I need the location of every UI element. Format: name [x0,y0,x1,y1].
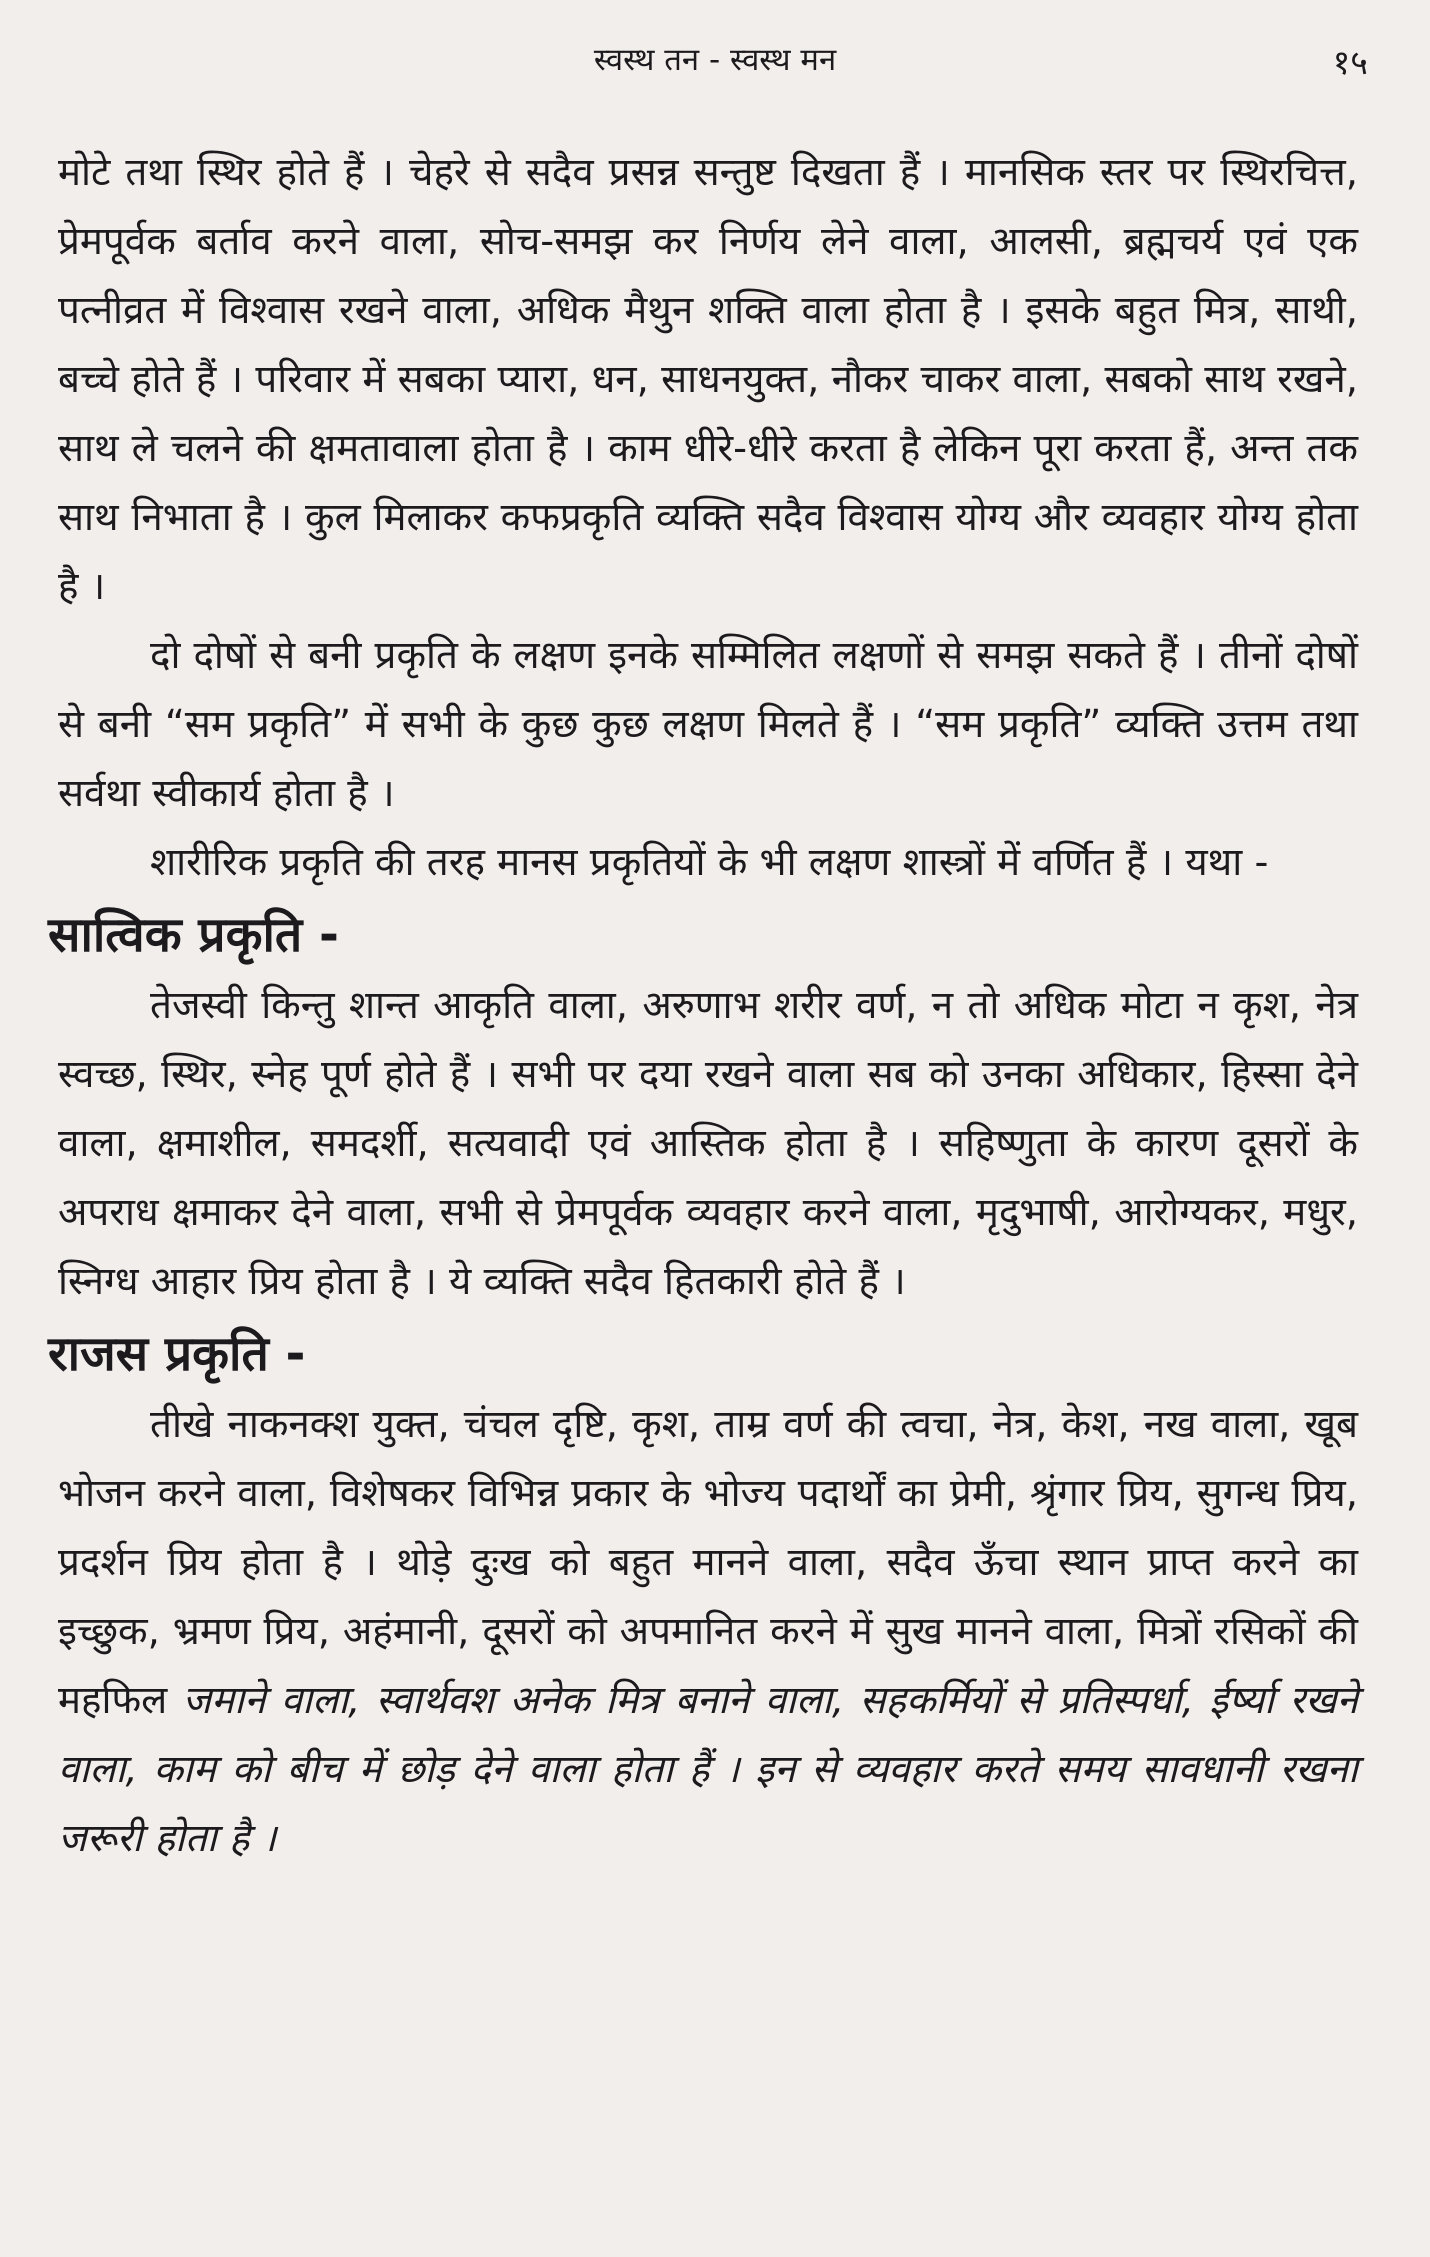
paragraph-sama-prakriti: दो दोषों से बनी प्रकृति के लक्षण इनके सम्मिलित लक्षणों से समझ सकते हैं । तीनों दोषों से बनी “सम प्रकृति” में सभी के कुछ कुछ लक्षण मिलते हैं । “सम प्रकृति” व्यक्ति उत्तम तथा सर्वथा स्वीकार्य होता है । [58,633,1358,816]
paragraph-manas-prakriti-intro: शारीरिक प्रकृति की तरह मानस प्रकृतियों के भी लक्षण शास्त्रों में वर्णित हैं । यथा - [150,840,1269,885]
heading-rajas-prakriti: राजस प्रकृति - [48,1326,306,1382]
paragraph-sattvik: तेजस्वी किन्तु शान्त आकृति वाला, अरुणाभ शरीर वर्ण, न तो अधिक मोटा न कृश, नेत्र स्वच्छ, स्थिर, स्नेह पूर्ण होते हैं । सभी पर दया रखने वाला सब को उनका अधिकार, हिस्सा देने वाला, क्षमाशील, समदर्शी, सत्यवादी एवं आस्तिक होता है । सहिष्णुता के कारण दूसरों के अपराध क्षमाकर देने वाला, सभी से प्रेमपूर्वक व्यवहार करने वाला, मृदुभाषी, आरोग्यकर, मधुर, स्निग्ध आहार प्रिय होता है । ये व्यक्ति सदैव हितकारी होते हैं । [58,983,1358,1304]
page-number: १५ [1332,43,1368,83]
page-body [48,138,1358,1873]
paragraph-kapha-summary: मोटे तथा स्थिर होते हैं । चेहरे से सदैव प्रसन्न सन्तुष्ट दिखता हैं । मानसिक स्तर पर स्थिरचित्त, प्रेमपूर्वक बर्ताव करने वाला, सोच-समझ कर निर्णय लेने वाला, आलसी, ब्रह्मचर्य एवं एक पत्नीव्रत में विश्वास रखने वाला, अधिक मैथुन शक्ति वाला होता है । इसके बहुत मित्र, साथी, बच्चे होते हैं । परिवार में सबका प्यारा, धन, साधनयुक्त, नौकर चाकर वाला, सबको साथ रखने, साथ ले चलने की क्षमतावाला होता है । काम धीरे-धीरे करता है लेकिन पूरा करता हैं, अन्त तक साथ निभाता है । कुल मिलाकर कफप्रकृति व्यक्ति सदैव विश्वास योग्य और व्यवहार योग्य होता है । [58,150,1358,609]
running-header [0,34,1430,84]
running-title: स्वस्थ तन - स्वस्थ मन [593,42,837,78]
paragraph-rajas-part-1: तीखे नाकनक्श युक्त, चंचल दृष्टि, कृश, ताम्र वर्ण की त्वचा, नेत्र, केश, नख वाला, खूब भोजन करने वाला, विशेषकर विभिन्न प्रकार के भोज्य पदार्थों का प्रेमी, श्रृंगार प्रिय, सुगन्ध प्रिय, प्रदर्शन प्रिय होता है । थोड़े दुःख को बहुत मानने वाला, सदैव ऊँचा स्थान प्राप्त करने का इच्छुक, भ्रमण प्रिय, अहंमानी, दूसरों को अपमानित करने में सुख मानने वाला, मित्रों रसिकों की महफिल [58,1402,1358,1723]
paragraph-rajas-part-2: जमाने वाला, स्वार्थवश अनेक मित्र बनाने वाला, सहकर्मियों से प्रतिस्पर्धा, ईर्ष्या रखने वाला, काम को बीच में छोड़ देने वाला होता हैं । इन से व्यवहार करते समय सावधानी रखना जरूरी होता है । [58,1678,1358,1861]
paragraph-rajas [58,1390,1358,1873]
heading-sattvik-prakriti: सात्विक प्रकृति - [48,907,339,963]
